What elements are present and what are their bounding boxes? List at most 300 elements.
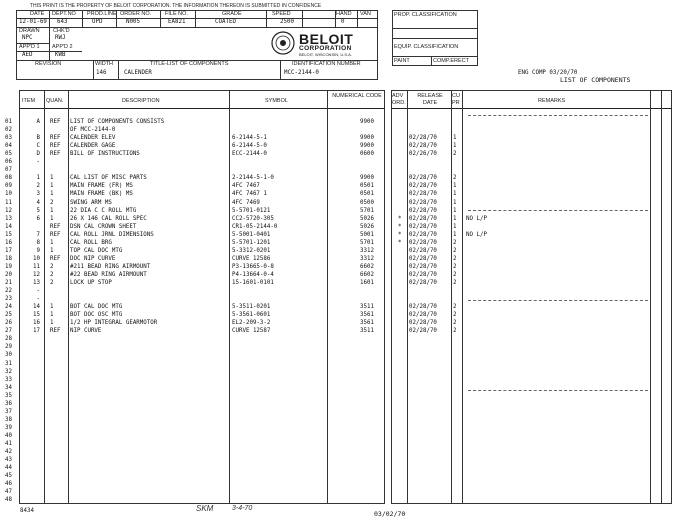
cell-date: 02/28/70 bbox=[409, 320, 437, 327]
cell-desc: 26 X 146 CAL ROLL SPEC bbox=[70, 215, 147, 222]
cell-desc: #211 BEAD RING AIRMOUNT bbox=[70, 263, 151, 270]
cell-sym: 5-3511-0201 bbox=[232, 304, 271, 311]
cell-adv: * bbox=[398, 231, 402, 238]
cell-item: - bbox=[36, 159, 40, 166]
cell-n: 16 bbox=[5, 239, 12, 246]
cell-date: 02/28/70 bbox=[409, 143, 437, 150]
cell-code: 5001 bbox=[360, 231, 374, 238]
cell-n: 07 bbox=[5, 167, 12, 174]
logo-city: BELOIT, WISCONSIN, U.S.A. bbox=[299, 52, 352, 57]
cell-item: A bbox=[36, 119, 40, 125]
equip-class-label: EQUIP. CLASSIFICATION bbox=[394, 44, 459, 50]
cell-cu: 2 bbox=[453, 328, 457, 335]
table-row bbox=[0, 232, 681, 239]
file-label: FILE NO. bbox=[165, 11, 188, 17]
cell-cu: 2 bbox=[453, 255, 457, 262]
title-value: CALENDER bbox=[124, 70, 152, 76]
cell-n: 22 bbox=[5, 288, 12, 295]
cell-n: 29 bbox=[5, 344, 12, 351]
cell-sym: CC2-5720-305 bbox=[232, 215, 274, 222]
cell-n: 45 bbox=[5, 473, 12, 480]
table-row bbox=[0, 296, 681, 303]
col-quan: QUAN. bbox=[46, 98, 64, 104]
cell-code: 3511 bbox=[360, 304, 374, 311]
width-label: WIDTH bbox=[95, 61, 114, 67]
cell-n: 46 bbox=[5, 481, 12, 488]
cell-n: 48 bbox=[5, 497, 12, 504]
cell-n: 39 bbox=[5, 424, 12, 431]
cell-code: 0501 bbox=[360, 183, 374, 190]
cell-n: 27 bbox=[5, 328, 12, 335]
cell-date: 02/28/70 bbox=[409, 183, 437, 190]
cell-code: 9900 bbox=[360, 135, 374, 142]
table-row bbox=[0, 135, 681, 142]
cell-n: 11 bbox=[5, 199, 12, 206]
cell-date: 02/28/70 bbox=[409, 175, 437, 182]
table-row bbox=[0, 159, 681, 166]
cell-cu: 2 bbox=[453, 271, 457, 278]
cell-cu: 2 bbox=[453, 304, 457, 311]
cell-quan: 1 bbox=[50, 183, 54, 190]
cell-quan: 1 bbox=[50, 215, 54, 222]
cell-date: 02/28/70 bbox=[409, 328, 437, 335]
cell-n: 10 bbox=[5, 191, 12, 198]
cell-n: 13 bbox=[5, 215, 12, 222]
cell-code: 0500 bbox=[360, 199, 374, 206]
cell-item: C bbox=[36, 143, 40, 150]
cell-n: 06 bbox=[5, 159, 12, 166]
cell-date: 02/28/70 bbox=[409, 304, 437, 311]
cell-sym: P4-13664-0-4 bbox=[232, 271, 274, 278]
cell-date: 02/28/70 bbox=[409, 271, 437, 278]
table-row bbox=[0, 183, 681, 190]
cell-quan: 2 bbox=[50, 263, 54, 270]
cell-code: 3312 bbox=[360, 247, 374, 254]
cell-date: 02/28/70 bbox=[409, 135, 437, 142]
cell-cu: 1 bbox=[453, 223, 457, 230]
cell-date: 02/28/70 bbox=[409, 199, 437, 206]
table-row bbox=[0, 208, 681, 215]
table-row bbox=[0, 216, 681, 223]
col-remarks: REMARKS bbox=[538, 98, 566, 104]
cell-cu: 2 bbox=[453, 320, 457, 327]
cell-date: 02/28/70 bbox=[409, 255, 437, 262]
table-row bbox=[0, 224, 681, 231]
cell-n: 38 bbox=[5, 416, 12, 423]
cell-desc: DOC NIP CURVE bbox=[70, 255, 116, 262]
cell-n: 09 bbox=[5, 183, 12, 190]
cell-n: 20 bbox=[5, 271, 12, 278]
cell-item: 9 bbox=[36, 247, 40, 254]
cell-item: 11 bbox=[33, 263, 40, 270]
cell-desc: CAL ROLL JRNL DIMENSIONS bbox=[70, 231, 154, 238]
beloit-logo bbox=[270, 30, 374, 58]
cell-rem: NO L/P bbox=[466, 215, 487, 222]
cell-sym: CURVE 12587 bbox=[232, 328, 271, 335]
cell-desc: DSN CAL CROWN SHEET bbox=[70, 223, 137, 230]
grade-value: COATED bbox=[215, 19, 236, 25]
table-row-empty bbox=[0, 385, 681, 392]
hand-label: HAND bbox=[336, 11, 352, 17]
cell-quan: 1 bbox=[50, 304, 54, 311]
cell-quan: 1 bbox=[50, 320, 54, 327]
cell-n: 33 bbox=[5, 376, 12, 383]
table-row-empty bbox=[0, 336, 681, 343]
appd1-label: APP'D 1 bbox=[19, 44, 40, 50]
cell-desc: LIST OF COMPONENTS CONSISTS bbox=[70, 119, 165, 125]
cell-desc: BILL OF INSTRUCTIONS bbox=[70, 151, 140, 158]
cell-n: 18 bbox=[5, 255, 12, 262]
cell-n: 01 bbox=[5, 119, 12, 125]
table-row bbox=[0, 288, 681, 295]
cell-quan: REF bbox=[50, 328, 61, 335]
cell-n: 23 bbox=[5, 296, 12, 303]
cell-item: 4 bbox=[36, 199, 40, 206]
cell-quan: 1 bbox=[50, 239, 54, 246]
cell-n: 31 bbox=[5, 360, 12, 367]
table-row-empty bbox=[0, 393, 681, 400]
col-numerical-code: NUMERICAL CODE bbox=[332, 93, 382, 99]
table-row bbox=[0, 280, 681, 287]
appd1-value: AED bbox=[22, 52, 33, 58]
cell-n: 35 bbox=[5, 392, 12, 399]
cell-n: 44 bbox=[5, 465, 12, 472]
title-label: TITLE-LIST OF COMPONENTS bbox=[150, 61, 229, 67]
cell-cu: 2 bbox=[453, 247, 457, 254]
cell-desc: LOCK UP STOP bbox=[70, 280, 112, 286]
cell-date: 02/26/70 bbox=[409, 151, 437, 158]
cell-adv: * bbox=[398, 215, 402, 222]
chkd-label: CHK'D bbox=[53, 28, 70, 34]
cell-cu: 1 bbox=[453, 143, 457, 150]
cell-desc: SWING ARM MS bbox=[70, 199, 112, 206]
cell-item: 5 bbox=[36, 207, 40, 214]
confidentiality-notice: THIS PRINT IS THE PROPERTY OF BELOIT CORPORATION. THE INFORMATION THEREON IS SUBMITTED IN CONFIDENCE bbox=[30, 3, 322, 9]
cell-desc: 22 DIA C C ROLL MTG bbox=[70, 207, 137, 214]
cell-cu: 1 bbox=[453, 199, 457, 206]
cell-code: 5701 bbox=[360, 207, 374, 214]
table-row-empty bbox=[0, 409, 681, 416]
cell-item: 7 bbox=[36, 231, 40, 238]
handwritten-initials: SKM bbox=[196, 504, 214, 513]
cell-sym: 4FC 7467 1 bbox=[232, 191, 267, 198]
cell-sym: 5-3312-0201 bbox=[232, 247, 271, 254]
ident-label: IDENTIFICATION NUMBER bbox=[292, 61, 361, 67]
table-row-empty bbox=[0, 344, 681, 351]
cell-n: 15 bbox=[5, 231, 12, 238]
cell-sym: 5-3561-0601 bbox=[232, 312, 271, 319]
list-title: LIST OF COMPONENTS bbox=[560, 76, 631, 84]
cell-cu: 2 bbox=[453, 280, 457, 286]
cell-desc: #22 BEAD RING AIRMOUNT bbox=[70, 271, 147, 278]
cell-n: 43 bbox=[5, 457, 12, 464]
cell-n: 21 bbox=[5, 280, 12, 286]
cell-item: 14 bbox=[33, 304, 40, 311]
cell-item: - bbox=[36, 296, 40, 303]
drawn-value: NPC bbox=[22, 35, 33, 41]
cell-cu: 1 bbox=[453, 191, 457, 198]
cell-date: 02/28/70 bbox=[409, 223, 437, 230]
cell-desc: CAL ROLL BRG bbox=[70, 239, 112, 246]
cell-code: 9900 bbox=[360, 119, 374, 125]
cell-item: 6 bbox=[36, 215, 40, 222]
cell-quan: REF bbox=[50, 143, 61, 150]
table-row-empty bbox=[0, 489, 681, 496]
ident-value: MCC-2144-0 bbox=[284, 70, 319, 76]
cell-code: 0501 bbox=[360, 191, 374, 198]
table-row bbox=[0, 119, 681, 126]
cell-quan: REF bbox=[50, 151, 61, 158]
cell-cu: 1 bbox=[453, 183, 457, 190]
cell-code: 5701 bbox=[360, 239, 374, 246]
cell-code: 6602 bbox=[360, 263, 374, 270]
cell-n: 41 bbox=[5, 441, 12, 447]
cell-date: 02/28/70 bbox=[409, 263, 437, 270]
col-cu-pr: CU PR bbox=[452, 93, 460, 106]
prodline-value: OPD bbox=[92, 19, 103, 25]
table-row-empty bbox=[0, 417, 681, 424]
cell-cu: 1 bbox=[453, 231, 457, 238]
logo-name: BELOIT bbox=[299, 31, 354, 47]
order-value: N005 bbox=[126, 19, 140, 25]
cell-sym: CR1-05-2144-0 bbox=[232, 223, 278, 230]
cell-n: 42 bbox=[5, 449, 12, 456]
cell-sym: 5-5701-0121 bbox=[232, 207, 271, 214]
appd2-label: APP'D 2 bbox=[52, 44, 73, 50]
cell-item: B bbox=[36, 135, 40, 142]
cell-n: 19 bbox=[5, 263, 12, 270]
prop-class-label: PROP. CLASSIFICATION bbox=[394, 12, 457, 18]
cell-cu: 2 bbox=[453, 239, 457, 246]
table-row-empty bbox=[0, 361, 681, 368]
cell-code: 5026 bbox=[360, 215, 374, 222]
cell-n: 34 bbox=[5, 384, 12, 391]
table-row bbox=[0, 320, 681, 327]
cell-n: 47 bbox=[5, 489, 12, 496]
cell-desc: 1/2 HP INTEGRAL GEARMOTOR bbox=[70, 320, 158, 327]
cell-sym: 5-5701-1201 bbox=[232, 239, 271, 246]
cell-desc: BOT CAL DOC MTG bbox=[70, 304, 123, 311]
cell-quan: 1 bbox=[50, 207, 54, 214]
cell-quan: REF bbox=[50, 135, 61, 142]
col-release-date: RELEASE DATE bbox=[417, 93, 443, 106]
cell-cu: 2 bbox=[453, 151, 457, 158]
hand-value: 0 bbox=[341, 19, 345, 25]
cell-code: 3511 bbox=[360, 328, 374, 335]
table-row-empty bbox=[0, 369, 681, 376]
table-row-empty bbox=[0, 441, 681, 448]
cell-item: 17 bbox=[33, 328, 40, 335]
table-row-empty bbox=[0, 449, 681, 456]
cell-sym: EL2-209-3-2 bbox=[232, 320, 271, 327]
table-row bbox=[0, 272, 681, 279]
date-label: DATE bbox=[30, 11, 45, 17]
cell-n: 36 bbox=[5, 400, 12, 407]
cell-n: 12 bbox=[5, 207, 12, 214]
eng-comp: ENG COMP 03/20/70 bbox=[518, 70, 578, 76]
cell-desc: BOT DOC OSC MTG bbox=[70, 312, 123, 319]
table-row bbox=[0, 240, 681, 247]
cell-n: 28 bbox=[5, 336, 12, 343]
cell-item: 13 bbox=[33, 280, 40, 286]
table-row-empty bbox=[0, 481, 681, 488]
cell-item: 8 bbox=[36, 239, 40, 246]
col-description: DESCRIPTION bbox=[122, 98, 160, 104]
cell-quan: REF bbox=[50, 119, 61, 125]
cell-item: 15 bbox=[33, 312, 40, 319]
cell-date: 02/28/70 bbox=[409, 207, 437, 214]
table-row bbox=[0, 167, 681, 174]
paint-label: PAINT bbox=[394, 58, 410, 64]
cell-item: 2 bbox=[36, 183, 40, 190]
cell-desc: CAL LIST OF MISC PARTS bbox=[70, 175, 147, 182]
grade-label: GRADE bbox=[222, 11, 242, 17]
cell-date: 02/28/70 bbox=[409, 247, 437, 254]
cell-item: 12 bbox=[33, 271, 40, 278]
cell-cu: 2 bbox=[453, 312, 457, 319]
table-row bbox=[0, 256, 681, 263]
seal-icon bbox=[270, 30, 298, 56]
cell-n: 37 bbox=[5, 408, 12, 415]
speed-value: 2500 bbox=[280, 19, 294, 25]
cell-cu: 1 bbox=[453, 207, 457, 214]
cell-quan: REF bbox=[50, 223, 61, 230]
order-label: ORDER NO. bbox=[120, 11, 152, 17]
cell-item: 10 bbox=[33, 255, 40, 262]
cell-item: - bbox=[36, 288, 40, 295]
cell-adv: * bbox=[398, 223, 402, 230]
table-row bbox=[0, 151, 681, 158]
cell-item: 3 bbox=[36, 191, 40, 198]
cell-date: 02/28/70 bbox=[409, 239, 437, 246]
cell-sym: ECC-2144-0 bbox=[232, 151, 267, 158]
cell-code: 0600 bbox=[360, 151, 374, 158]
cell-code: 3561 bbox=[360, 320, 374, 327]
table-row-empty bbox=[0, 401, 681, 408]
table-row bbox=[0, 200, 681, 207]
file-value: EA821 bbox=[168, 19, 186, 25]
cell-sym: P3-13665-0-8 bbox=[232, 263, 274, 270]
cell-code: 1601 bbox=[360, 280, 374, 286]
cell-sym: 2-2144-5-1-0 bbox=[232, 175, 274, 182]
cell-date: 02/28/70 bbox=[409, 312, 437, 319]
cell-cu: 2 bbox=[453, 263, 457, 270]
table-row-empty bbox=[0, 473, 681, 480]
cell-quan: REF bbox=[50, 231, 61, 238]
cell-sym: 4FC 7469 bbox=[232, 199, 260, 206]
cell-code: 5026 bbox=[360, 223, 374, 230]
width-value: 146 bbox=[96, 70, 107, 76]
table-row bbox=[0, 304, 681, 311]
table-row-empty bbox=[0, 497, 681, 504]
table-row-empty bbox=[0, 377, 681, 384]
cell-sym: 4FC 7467 bbox=[232, 183, 260, 190]
cell-code: 3312 bbox=[360, 255, 374, 262]
form-number: 8434 bbox=[20, 508, 34, 514]
table-row bbox=[0, 175, 681, 182]
table-row bbox=[0, 312, 681, 319]
cell-quan: 1 bbox=[50, 247, 54, 254]
table-row bbox=[0, 248, 681, 255]
cell-desc: CALENDER ELEV bbox=[70, 135, 116, 142]
cell-n: 30 bbox=[5, 352, 12, 359]
table-row bbox=[0, 143, 681, 150]
logo-sub: CORPORATION bbox=[299, 45, 352, 52]
cell-desc: MAIN FRAME (FR) MS bbox=[70, 183, 133, 190]
cell-date: 02/28/70 bbox=[409, 280, 437, 286]
table-row-empty bbox=[0, 425, 681, 432]
cell-n: 40 bbox=[5, 432, 12, 439]
cell-desc: CALENDER GAGE bbox=[70, 143, 116, 150]
cell-sym: 5-5001-0401 bbox=[232, 231, 271, 238]
cell-desc: TOP CAL DOC MTG bbox=[70, 247, 123, 254]
cell-n: 17 bbox=[5, 247, 12, 254]
table-row-empty bbox=[0, 352, 681, 359]
cell-desc: OF MCC-2144-0 bbox=[70, 127, 116, 134]
cell-quan: 2 bbox=[50, 280, 54, 286]
cell-quan: 2 bbox=[50, 271, 54, 278]
chkd-value: RWJ bbox=[55, 35, 66, 41]
table-row-empty bbox=[0, 465, 681, 472]
cell-date: 02/28/70 bbox=[409, 231, 437, 238]
cell-quan: 1 bbox=[50, 191, 54, 198]
date-value: 12-01-69 bbox=[19, 19, 47, 25]
table-row bbox=[0, 191, 681, 198]
cell-sym: 6-2144-5-0 bbox=[232, 143, 267, 150]
cell-code: 9900 bbox=[360, 143, 374, 150]
cell-quan: 1 bbox=[50, 312, 54, 319]
print-date: 03/02/70 bbox=[374, 510, 406, 518]
dept-label: DEPT.NO bbox=[52, 11, 76, 17]
drawn-label: DRAWN bbox=[19, 28, 40, 34]
cell-n: 32 bbox=[5, 368, 12, 375]
cell-cu: 1 bbox=[453, 135, 457, 142]
cell-desc: MAIN FRAME (BK) MS bbox=[70, 191, 133, 198]
cell-item: 1 bbox=[36, 175, 40, 182]
cell-adv: * bbox=[398, 239, 402, 246]
cell-item: D bbox=[36, 151, 40, 158]
cell-date: 02/28/70 bbox=[409, 215, 437, 222]
col-symbol: SYMBOL bbox=[265, 98, 288, 104]
col-adv-ord: ADV ORD. bbox=[392, 93, 406, 106]
prodline-label: PROD.LINE bbox=[87, 11, 117, 17]
table-row bbox=[0, 264, 681, 271]
cell-item: 16 bbox=[33, 320, 40, 327]
speed-label: SPEED bbox=[272, 11, 291, 17]
appd2-value: KWB bbox=[55, 52, 66, 58]
revision-label: REVISION bbox=[35, 61, 62, 67]
col-item: ITEM bbox=[22, 98, 36, 104]
cell-n: 05 bbox=[5, 151, 12, 158]
cell-n: 08 bbox=[5, 175, 12, 182]
dept-value: 643 bbox=[57, 19, 68, 25]
cell-n: 04 bbox=[5, 143, 12, 150]
cell-code: 3561 bbox=[360, 312, 374, 319]
cell-quan: 1 bbox=[50, 175, 54, 182]
table-row-empty bbox=[0, 457, 681, 464]
cell-code: 6602 bbox=[360, 271, 374, 278]
cell-cu: 2 bbox=[453, 175, 457, 182]
handwritten-date: 3-4-70 bbox=[232, 505, 253, 512]
cell-quan: REF bbox=[50, 255, 61, 262]
cell-quan: 2 bbox=[50, 199, 54, 206]
cell-cu: 1 bbox=[453, 215, 457, 222]
cell-n: 24 bbox=[5, 304, 12, 311]
cell-n: 25 bbox=[5, 312, 12, 319]
cell-n: 14 bbox=[5, 223, 12, 230]
cell-sym: 15-1601-0101 bbox=[232, 280, 274, 286]
cell-desc: NIP CURVE bbox=[70, 328, 102, 335]
